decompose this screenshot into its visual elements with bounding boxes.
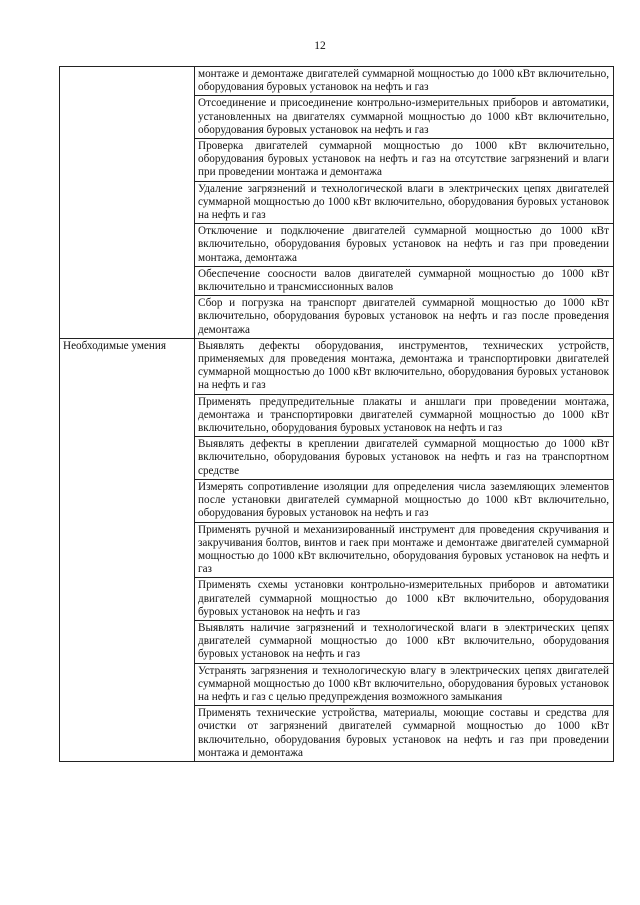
table-row: [60, 181, 614, 224]
table-row: [60, 706, 614, 762]
table-row: [60, 394, 614, 437]
row-text: Выявлять наличие загрязнений и технологической влаги в электрических цепях двигателей суммарной мощностью до 1000 кВт включительно, оборудования буровых установок на нефть и газ: [195, 620, 614, 663]
table-row: [60, 437, 614, 480]
row-text: Отсоединение и присоединение контрольно-измерительных приборов и автоматики, установленных на двигателях суммарной мощностью до 1000 кВт включительно, оборудования буровых установок на нефть и газ: [195, 96, 614, 139]
row-label: [60, 394, 195, 437]
row-text: Измерять сопротивление изоляции для определения числа заземляющих элементов после установки двигателей суммарной мощностью до 1000 кВт включительно, оборудования буровых установок на нефть и газ: [195, 479, 614, 522]
row-label: [60, 296, 195, 339]
row-text: Отключение и подключение двигателей суммарной мощностью до 1000 кВт включительно, оборудования буровых установок на нефть и газ при проведении монтажа, демонтажа: [195, 224, 614, 267]
table-row: [60, 522, 614, 578]
row-text: Обеспечение соосности валов двигателей суммарной мощностью до 1000 кВт включительно и трансмиссионных валов: [195, 266, 614, 295]
table-row: [60, 338, 614, 394]
row-label: [60, 663, 195, 706]
table-row: [60, 96, 614, 139]
row-label: [60, 578, 195, 621]
table-row: [60, 67, 614, 96]
table-row: [60, 479, 614, 522]
table-row: [60, 663, 614, 706]
row-label: [60, 437, 195, 480]
table-row: [60, 139, 614, 182]
table-row: [60, 224, 614, 267]
row-text: Применять схемы установки контрольно-измерительных приборов и автоматики двигателей суммарной мощностью до 1000 кВт включительно, оборудования буровых установок на нефть и газ: [195, 578, 614, 621]
row-text: Применять ручной и механизированный инструмент для проведения скручивания и закручивания болтов, винтов и гаек при монтаже и демонтаже двигателей суммарной мощностью до 1000 кВт включительно, оборудования буровых установок на нефть и газ: [195, 522, 614, 578]
row-text: Проверка двигателей суммарной мощностью до 1000 кВт включительно, оборудования буровых установок на нефть и газ на отсутствие загрязнений и влаги при проведении монтажа и демонтажа: [195, 139, 614, 182]
table-row: [60, 296, 614, 339]
requirements-table: [59, 66, 614, 762]
row-label: [60, 522, 195, 578]
row-label: [60, 479, 195, 522]
row-text: Применять технические устройства, материалы, моющие составы и средства для очистки от загрязнений двигателей суммарной мощностью до 1000 кВт включительно, оборудования буровых установок на нефть и газ при проведении монтажа и демонтажа: [195, 706, 614, 762]
row-text: монтаже и демонтаже двигателей суммарной мощностью до 1000 кВт включительно, оборудования буровых установок на нефть и газ: [195, 67, 614, 96]
row-label: [60, 266, 195, 295]
row-text: Удаление загрязнений и технологической влаги в электрических цепях двигателей суммарной мощностью до 1000 кВт включительно, оборудования буровых установок на нефть и газ: [195, 181, 614, 224]
row-label: [60, 96, 195, 139]
table-row: [60, 620, 614, 663]
row-text: Выявлять дефекты оборудования, инструментов, технических устройств, применяемых для проведения монтажа, демонтажа и транспортировки двигателей суммарной мощностью до 1000 кВт включительно, оборудования буровых установок на нефть и газ: [195, 338, 614, 394]
row-label: [60, 139, 195, 182]
row-label: [60, 224, 195, 267]
row-text: Выявлять дефекты в креплении двигателей суммарной мощностью до 1000 кВт включительно, оборудования буровых установок на нефть и газ на транспортном средстве: [195, 437, 614, 480]
row-label: [60, 620, 195, 663]
page-number: 12: [314, 40, 326, 52]
table-row: [60, 266, 614, 295]
row-text: Устранять загрязнения и технологическую влагу в электрических цепях двигателей суммарной мощностью до 1000 кВт включительно, оборудования буровых установок на нефть и газ с целью предупреждения возможного замыкания: [195, 663, 614, 706]
row-text: Применять предупредительные плакаты и аншлаги при проведении монтажа, демонтажа и транспортировки двигателей суммарной мощностью до 1000 кВт включительно, оборудования буровых установок на нефть и газ: [195, 394, 614, 437]
section-label-skills: Необходимые умения: [60, 338, 195, 394]
row-label: [60, 67, 195, 96]
row-label: [60, 706, 195, 762]
table-row: [60, 578, 614, 621]
row-label: [60, 181, 195, 224]
row-text: Сбор и погрузка на транспорт двигателей суммарной мощностью до 1000 кВт включительно, оборудования буровых установок на нефть и газ после проведения демонтажа: [195, 296, 614, 339]
